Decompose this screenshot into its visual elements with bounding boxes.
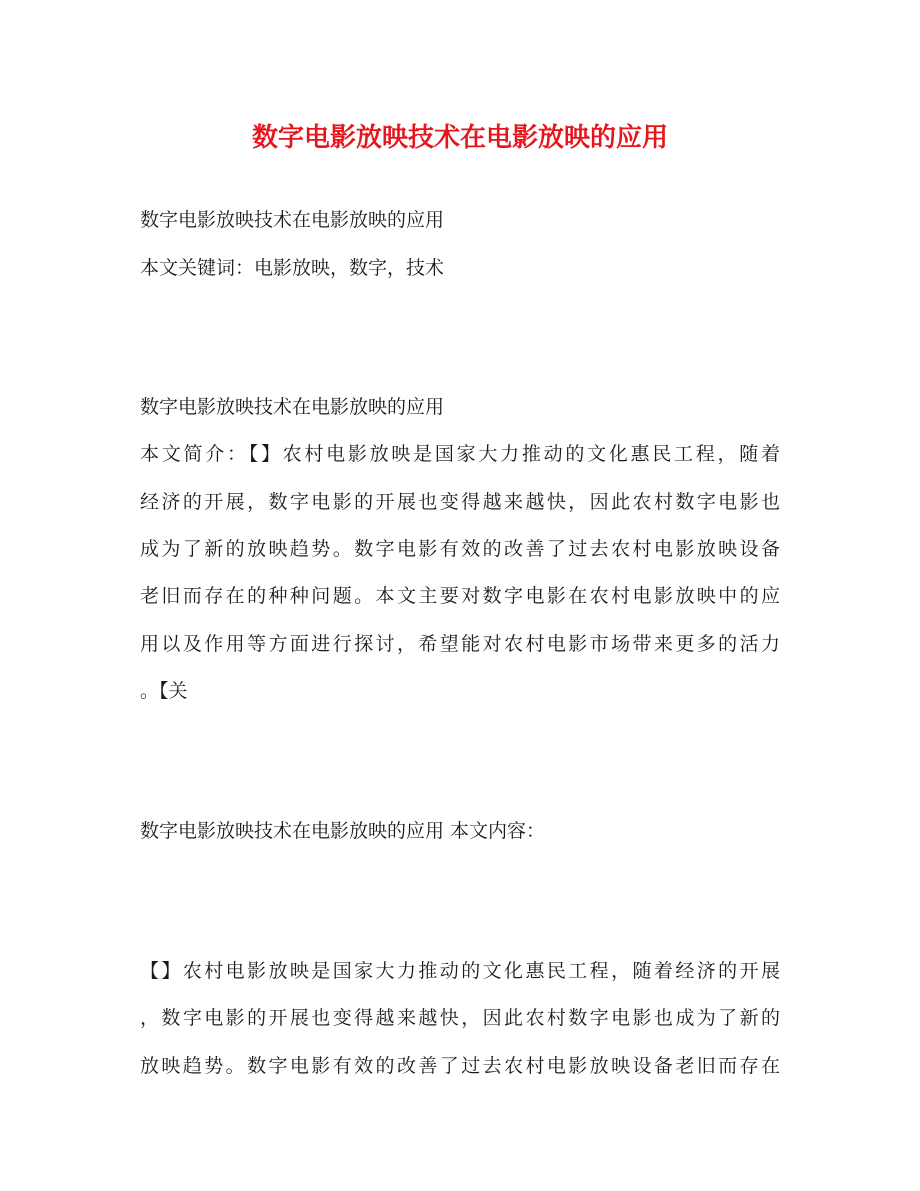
intro-line: 经济的开展，数字电影的开展也变得越来越快，因此农村数字电影也 (140, 491, 780, 513)
intro-line: 成为了新的放映趋势。数字电影有效的改善了过去农村电影放映设备 (140, 538, 780, 560)
intro-line: 老旧而存在的种种问题。本文主要对数字电影在农村电影放映中的应 (140, 585, 780, 607)
keywords-line: 本文关键词：电影放映，数字，技术 (140, 257, 445, 279)
body-line: ，数字电影的开展也变得越来越快，因此农村数字电影也成为了新的 (140, 1007, 780, 1029)
document-title: 数字电影放映技术在电影放映的应用 (251, 123, 668, 153)
intro-line: 。【关 (140, 680, 188, 702)
body-line: 放映趋势。数字电影有效的改善了过去农村电影放映设备老旧而存在 (140, 1055, 780, 1077)
intro-line: 本文简介：【】农村电影放映是国家大力推动的文化惠民工程，随着 (140, 443, 780, 465)
body-line: 【】农村电影放映是国家大力推动的文化惠民工程，随着经济的开展 (140, 960, 780, 982)
subtitle-line: 数字电影放映技术在电影放映的应用 (140, 209, 445, 231)
intro-line: 用以及作用等方面进行探讨，希望能对农村电影市场带来更多的活力 (140, 633, 780, 655)
section-title: 数字电影放映技术在电影放映的应用 (140, 396, 445, 418)
content-heading: 数字电影放映技术在电影放映的应用 本文内容： (140, 820, 546, 842)
